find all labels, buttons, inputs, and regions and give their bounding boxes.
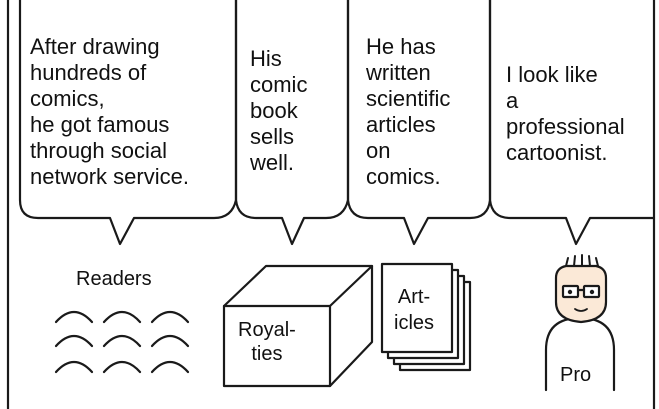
bubble-2-text: His comic book sells well. <box>250 46 308 175</box>
articles-label: Art- icles <box>394 286 435 334</box>
bubble-3-text: He has written scientific articles on comics. <box>366 34 451 189</box>
readers-label: Readers <box>76 268 152 290</box>
bubble-4-text: I look like a professional cartoonist. <box>506 62 625 165</box>
pro-label: Pro <box>560 364 592 386</box>
readers-arcs <box>56 312 188 372</box>
royalties-label: Royal- ties <box>238 319 296 365</box>
bubble-1-text: After drawing hundreds of comics, he got famous through social network service. <box>30 34 189 189</box>
